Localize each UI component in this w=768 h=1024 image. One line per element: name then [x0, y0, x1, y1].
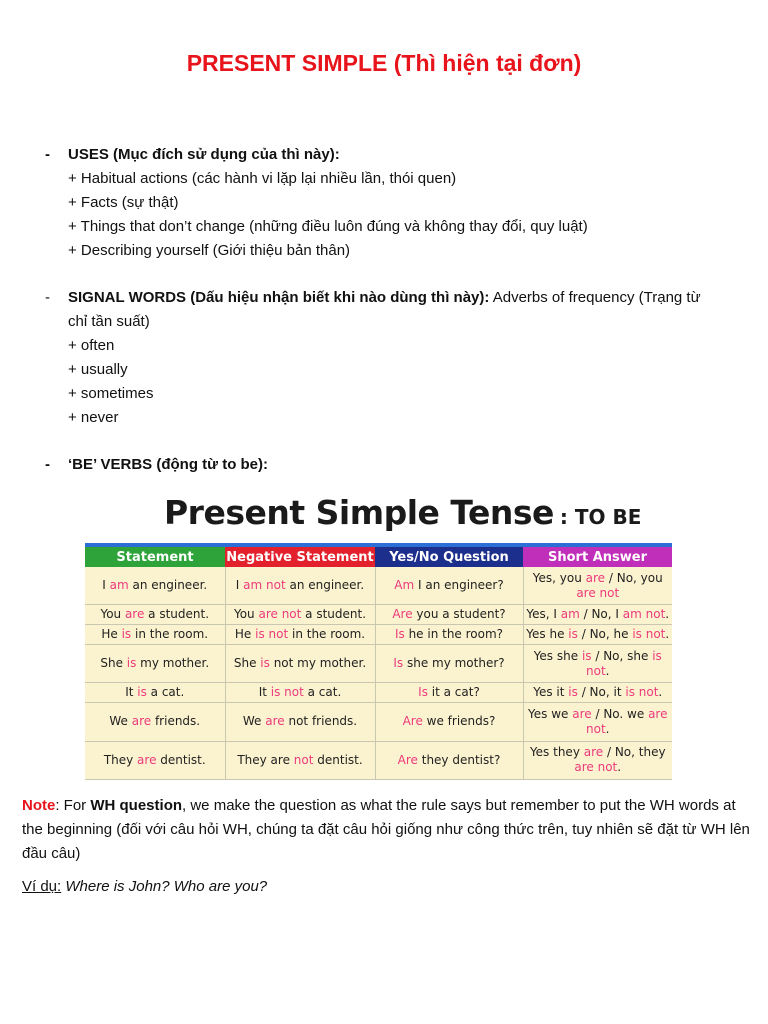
cell-text: he in the room? [404, 627, 504, 641]
cell-text: It [258, 685, 271, 700]
verb-highlight: am [560, 607, 580, 622]
note-text-rest: , we make the question as what the rule says but remember to put the WH words at the beginning (đối với câu hỏi WH, chúng ta đặt câu hỏi giống như công thức trên, tuy nhiên sẽ đặt từ WH lên đầu câu) [22, 797, 750, 862]
verb-highlight: am not [243, 578, 286, 593]
be-verbs-section [45, 453, 735, 477]
example-line [22, 875, 267, 899]
cell-text: friends. [151, 714, 201, 729]
table-cell-question [375, 567, 523, 605]
verb-highlight: Am [394, 578, 415, 593]
verb-highlight: Is [393, 656, 404, 671]
table-cell-statement [85, 683, 225, 703]
verb-highlight: is [581, 648, 592, 663]
verb-highlight: are not [576, 585, 620, 600]
verb-highlight: Is [394, 627, 405, 641]
cell-text: . [665, 607, 670, 622]
table-cell-statement [85, 741, 225, 779]
table-cell-answer [523, 605, 672, 625]
cell-text: an engineer. [128, 578, 208, 593]
table-row [85, 644, 672, 682]
cell-text: my mother. [136, 656, 210, 671]
table-cell-answer [523, 567, 672, 605]
grammar-table-subheading: : TO BE [559, 505, 642, 529]
table-cell-answer [523, 625, 672, 645]
table-row [85, 703, 672, 741]
verb-highlight: Is [418, 685, 428, 700]
table-cell-answer [523, 644, 672, 682]
table-cell-negative [225, 567, 375, 605]
cell-text: dentist. [313, 752, 363, 767]
table-row [85, 567, 672, 605]
list-dash: - [45, 289, 50, 306]
verb-highlight: is [568, 685, 578, 700]
signal-heading-rest-2: chỉ tần suất) [68, 313, 150, 330]
cell-text: dentist. [156, 752, 206, 767]
cell-text: a cat. [303, 685, 342, 700]
grammar-table-title [164, 493, 641, 532]
table-row [85, 605, 672, 625]
table-cell-question [375, 703, 523, 741]
grammar-table-body [85, 567, 672, 780]
cell-text: He [101, 627, 122, 641]
cell-text: . [605, 721, 610, 736]
table-cell-statement [85, 703, 225, 741]
column-header-statement: Statement [85, 547, 225, 567]
example-label: Ví dụ: [22, 878, 62, 895]
cell-text: they dentist? [417, 752, 501, 767]
table-row [85, 625, 672, 645]
table-cell-answer [523, 683, 672, 703]
uses-section [45, 143, 735, 263]
verb-highlight: are not [574, 760, 618, 775]
table-cell-negative [225, 605, 375, 625]
verb-highlight: is [121, 627, 132, 641]
cell-text: She [233, 656, 261, 671]
verb-highlight: are [131, 714, 152, 729]
verb-highlight: Are [397, 752, 418, 767]
cell-text: You [233, 607, 259, 622]
cell-text: I an engineer? [414, 578, 504, 593]
verb-highlight: are [572, 706, 592, 721]
cell-text: not my mother. [269, 656, 367, 671]
cell-text: . [665, 627, 670, 641]
verb-highlight: is not [255, 627, 289, 641]
cell-text: Yes, you [532, 570, 586, 585]
verb-highlight: is [260, 656, 270, 671]
verb-highlight: are not [258, 607, 302, 622]
column-header-negative: Negative Statement [225, 547, 375, 567]
cell-text: / No, she [591, 648, 653, 663]
table-cell-statement [85, 605, 225, 625]
example-text: Where is John? Who are you? [65, 878, 268, 895]
verb-highlight: is [137, 685, 147, 700]
signal-item: + never [68, 409, 119, 426]
cell-text: . [658, 685, 663, 700]
cell-text: we friends? [422, 714, 496, 729]
note-bold-term: WH question [90, 797, 183, 814]
verb-highlight: Are [402, 714, 423, 729]
cell-text: She [100, 656, 127, 671]
cell-text: Yes we [528, 706, 573, 721]
signal-item: + often [68, 337, 115, 354]
uses-item: + Habitual actions (các hành vi lặp lại nhiều lần, thói quen) [68, 170, 457, 187]
cell-text: in the room. [288, 627, 366, 641]
table-cell-question [375, 683, 523, 703]
signal-item: + usually [68, 361, 128, 378]
uses-item: + Describing yourself (Giới thiệu bản thân) [68, 242, 351, 259]
verb-highlight: is [126, 656, 137, 671]
table-cell-negative [225, 625, 375, 645]
document-title: PRESENT SIMPLE (Thì hiện tại đơn) [186, 50, 582, 76]
cell-text: We [242, 714, 266, 729]
signal-heading: SIGNAL WORDS (Dấu hiệu nhận biết khi nào dùng thì này): [68, 289, 490, 306]
cell-text: it a cat? [427, 685, 480, 700]
list-dash: - [45, 456, 50, 473]
cell-text: you a student? [412, 607, 506, 622]
column-header-answer: Short Answer [523, 547, 672, 567]
grammar-table [85, 543, 672, 780]
table-cell-question [375, 605, 523, 625]
uses-heading: USES (Mục đích sử dụng của thì này): [68, 146, 340, 163]
cell-text: Yes it [533, 685, 569, 700]
note-label: Note [22, 797, 56, 814]
list-dash: - [45, 146, 50, 163]
cell-text: Yes she [533, 648, 582, 663]
verb-highlight: is not [270, 685, 304, 700]
signal-heading-rest: Adverbs of frequency (Trạng từ [489, 289, 701, 306]
uses-item: + Facts (sự thật) [68, 194, 179, 211]
table-cell-negative [225, 644, 375, 682]
verb-highlight: am [109, 578, 129, 593]
verb-highlight: is not [632, 627, 666, 641]
table-cell-negative [225, 703, 375, 741]
cell-text: an engineer. [285, 578, 365, 593]
cell-text: We [109, 714, 132, 729]
cell-text: / No, you [605, 570, 663, 585]
cell-text: He [234, 627, 256, 641]
cell-text: a cat. [146, 685, 185, 700]
table-cell-negative [225, 741, 375, 779]
cell-text: she my mother? [403, 656, 505, 671]
verb-highlight: are [265, 714, 285, 729]
signal-item: + sometimes [68, 385, 154, 402]
verb-highlight: is not [625, 685, 659, 700]
table-cell-statement [85, 644, 225, 682]
table-cell-question [375, 644, 523, 682]
verb-highlight: are [583, 745, 604, 760]
cell-text: . [617, 760, 622, 775]
wh-question-note [22, 794, 752, 866]
cell-text: not friends. [284, 714, 358, 729]
table-cell-statement [85, 567, 225, 605]
verb-highlight: is not [586, 648, 662, 678]
cell-text: They are [237, 752, 294, 767]
table-cell-question [375, 741, 523, 779]
cell-text: I [102, 578, 110, 593]
column-header-question: Yes/No Question [375, 547, 523, 567]
cell-text: a student. [301, 607, 367, 622]
cell-text: in the room. [131, 627, 209, 641]
cell-text: Yes they [529, 745, 584, 760]
cell-text: . [605, 663, 610, 678]
cell-text: They [103, 752, 138, 767]
be-verbs-heading: ‘BE’ VERBS (động từ to be): [68, 456, 269, 473]
uses-item: + Things that don’t change (những điều luôn đúng và không thay đổi, quy luật) [68, 218, 588, 235]
cell-text: / No. we [591, 706, 649, 721]
verb-highlight: is [568, 627, 578, 641]
verb-highlight: are not [586, 706, 668, 736]
verb-highlight: are [124, 607, 145, 622]
verb-highlight: Are [392, 607, 413, 622]
cell-text: a student. [144, 607, 210, 622]
table-row [85, 683, 672, 703]
table-row [85, 741, 672, 779]
cell-text: Yes he [526, 627, 569, 641]
note-text: : For [55, 797, 91, 814]
cell-text: You [100, 607, 125, 622]
verb-highlight: are [137, 752, 157, 767]
cell-text: It [125, 685, 138, 700]
table-cell-statement [85, 625, 225, 645]
table-cell-negative [225, 683, 375, 703]
verb-highlight: not [293, 752, 314, 767]
signal-words-section [45, 286, 735, 430]
cell-text: I [235, 578, 244, 593]
verb-highlight: am not [622, 607, 666, 622]
cell-text: / No, they [603, 745, 666, 760]
table-cell-answer [523, 703, 672, 741]
grammar-table-heading: Present Simple Tense [164, 493, 554, 532]
cell-text: Yes, I [526, 607, 561, 622]
table-cell-question [375, 625, 523, 645]
table-cell-answer [523, 741, 672, 779]
cell-text: / No, he [577, 627, 633, 641]
cell-text: / No, I [579, 607, 623, 622]
verb-highlight: are [585, 570, 606, 585]
cell-text: / No, it [577, 685, 626, 700]
